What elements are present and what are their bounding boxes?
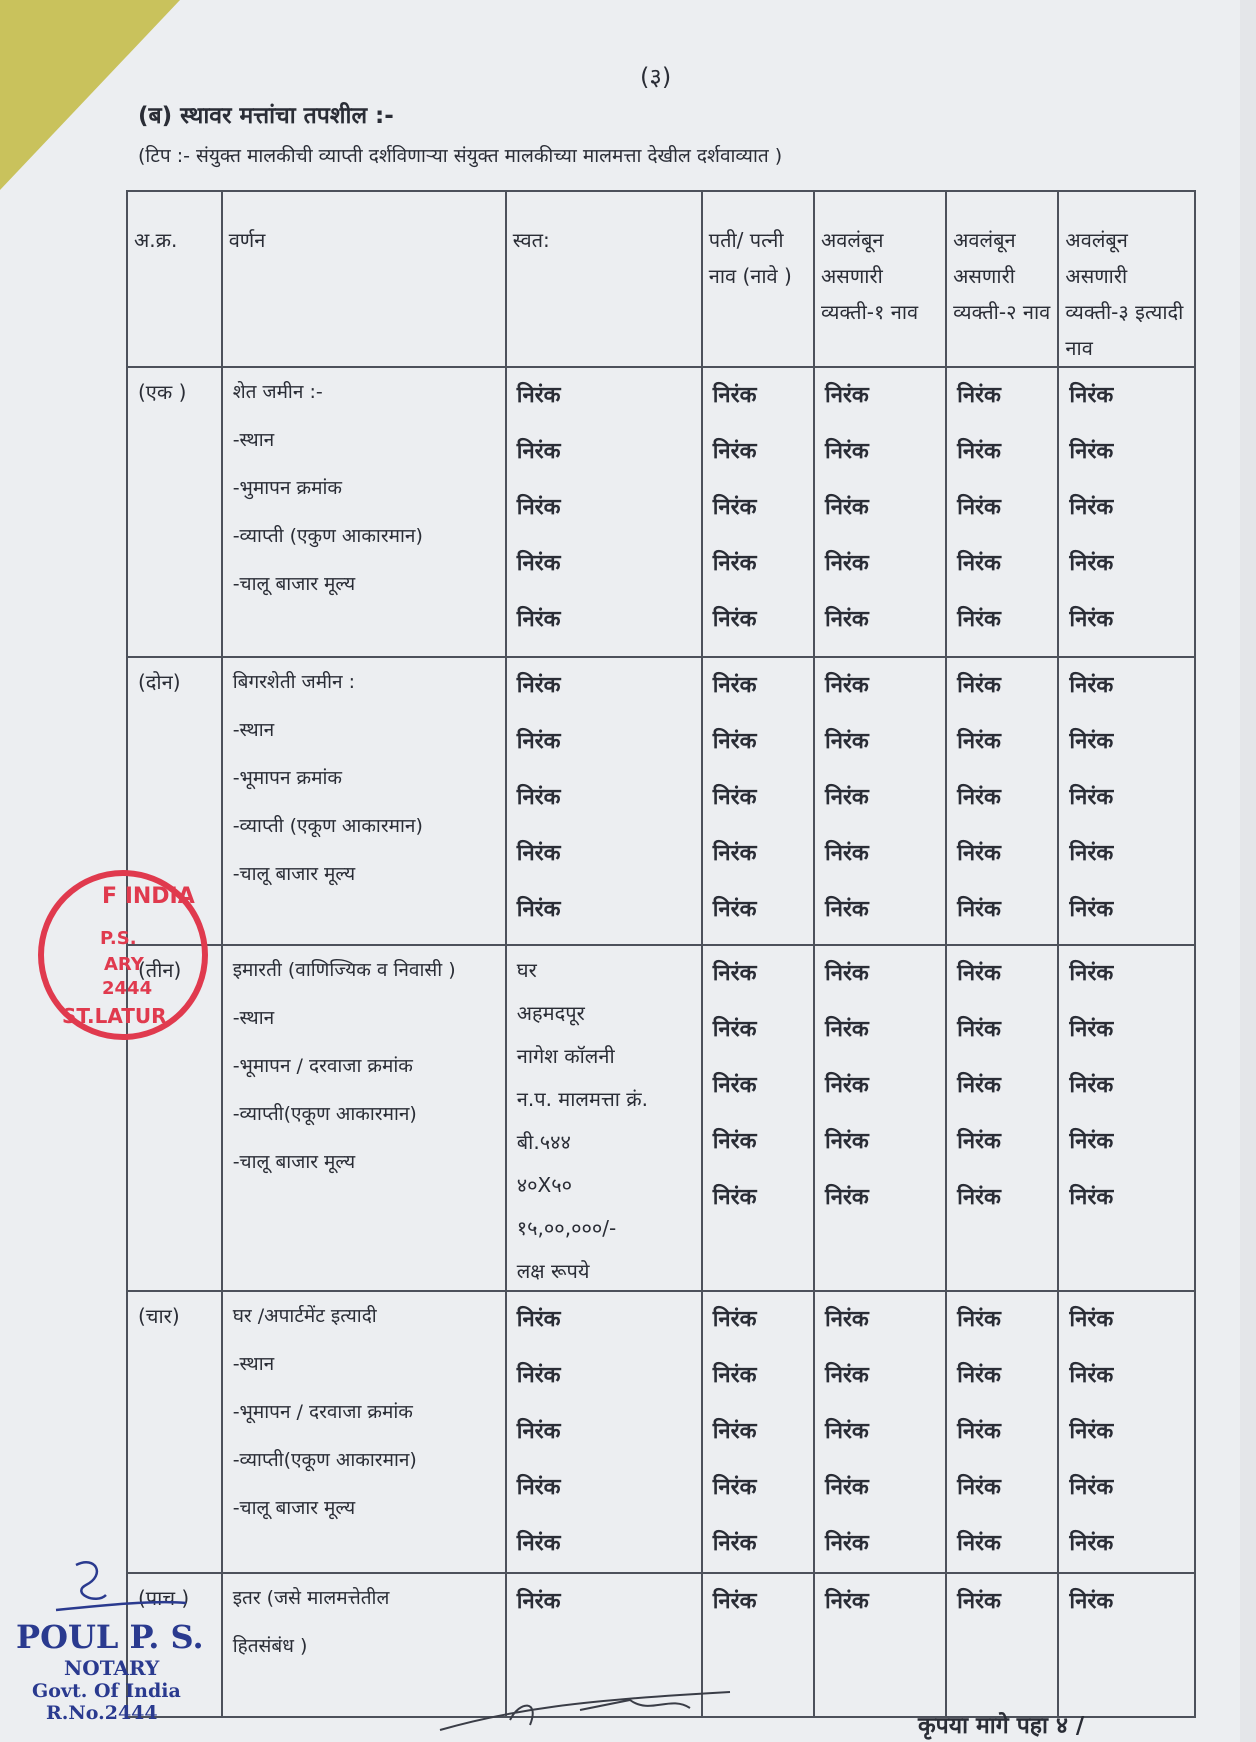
value-line: निरंक: [1069, 729, 1114, 754]
immovable-assets-table: [126, 190, 1196, 1718]
value-line: निरंक: [1069, 1589, 1114, 1614]
value-line: निरंक: [712, 897, 757, 922]
table-row: [127, 945, 1195, 1291]
value-line: निरंक: [712, 785, 757, 810]
value-line: निरंक: [825, 841, 869, 866]
self-cell: [506, 945, 702, 1291]
value-line: निरंक: [1069, 383, 1114, 408]
spouse-cell: [702, 945, 814, 1291]
value-line: निरंक: [712, 673, 757, 698]
header-dependent-3: अवलंबून असणारी व्यक्ती-३ इत्यादी नाव: [1058, 191, 1195, 367]
dep3-cell: [1058, 657, 1195, 945]
value-line: निरंक: [516, 551, 561, 576]
description-cell: [222, 367, 506, 657]
header-serial: अ.क्र.: [127, 191, 222, 367]
value-line: निरंक: [516, 841, 561, 866]
address-line: ४०X५०: [516, 1173, 573, 1197]
value-line: निरंक: [957, 673, 1001, 698]
description-line: -व्याप्ती(एकूण आकारमान): [232, 1103, 417, 1125]
address-line: नागेश कॉलनी: [516, 1044, 615, 1068]
value-line: निरंक: [1069, 1073, 1114, 1098]
value-line: निरंक: [516, 897, 561, 922]
value-line: निरंक: [957, 495, 1001, 520]
value-line: निरंक: [825, 1475, 869, 1500]
value-line: निरंक: [825, 785, 869, 810]
value-line: निरंक: [825, 1129, 869, 1154]
value-line: निरंक: [1069, 495, 1114, 520]
value-line: निरंक: [957, 841, 1001, 866]
spouse-cell: [702, 367, 814, 657]
value-line: निरंक: [516, 1531, 561, 1556]
value-line: निरंक: [1069, 1419, 1114, 1444]
dep1-cell: [814, 945, 946, 1291]
value-line: निरंक: [516, 383, 561, 408]
serial-cell: (दोन): [127, 657, 222, 945]
value-line: निरंक: [712, 495, 757, 520]
value-line: निरंक: [1069, 897, 1114, 922]
description-line: शेत जमीन :-: [232, 381, 323, 403]
description-line: -स्थान: [232, 429, 275, 451]
value-line: निरंक: [957, 785, 1001, 810]
value-line: निरंक: [516, 1475, 561, 1500]
value-line: निरंक: [712, 729, 757, 754]
footer-see-overleaf: कृपया मागे पहा ४ /: [918, 1713, 1085, 1739]
value-line: निरंक: [712, 439, 757, 464]
description-line: इमारती (वाणिज्यिक व निवासी ): [232, 959, 456, 981]
value-line: निरंक: [1069, 673, 1114, 698]
value-line: निरंक: [712, 841, 757, 866]
signature: [46, 1555, 196, 1625]
value-line: निरंक: [712, 961, 757, 986]
header-description: वर्णन: [222, 191, 506, 367]
header-self: स्वत:: [506, 191, 702, 367]
value-line: निरंक: [825, 1017, 869, 1042]
value-line: निरंक: [957, 551, 1001, 576]
value-line: निरंक: [1069, 841, 1114, 866]
value-line: निरंक: [957, 383, 1001, 408]
value-line: निरंक: [712, 1017, 757, 1042]
dep2-cell: [946, 367, 1058, 657]
description-line: -चालू बाजार मूल्य: [232, 573, 356, 595]
value-line: निरंक: [516, 729, 561, 754]
description-line: -भूमापन / दरवाजा क्रमांक: [232, 1401, 413, 1423]
value-line: निरंक: [957, 729, 1001, 754]
value-line: निरंक: [516, 673, 561, 698]
description-line: -स्थान: [232, 1353, 275, 1375]
table-row: [127, 657, 1195, 945]
value-line: निरंक: [957, 1531, 1001, 1556]
value-line: निरंक: [825, 551, 869, 576]
value-line: निरंक: [825, 1419, 869, 1444]
description-line: हितसंबंध ): [232, 1635, 308, 1657]
table-header-row: [127, 191, 1195, 367]
dep3-cell: [1058, 367, 1195, 657]
value-line: निरंक: [825, 1531, 869, 1556]
value-line: निरंक: [712, 551, 757, 576]
dep2-cell: [946, 945, 1058, 1291]
dep1-cell: [814, 1291, 946, 1573]
value-line: निरंक: [1069, 1363, 1114, 1388]
notary-stamp: POUL P. S. NOTARY Govt. Of India R.No.2444: [16, 1618, 204, 1724]
dep3-cell: [1058, 1291, 1195, 1573]
page-number: (३): [640, 63, 672, 91]
value-line: निरंक: [957, 1185, 1001, 1210]
value-line: निरंक: [712, 1307, 757, 1332]
value-line: निरंक: [712, 1419, 757, 1444]
address-line: घर: [516, 958, 537, 982]
dep1-cell: [814, 657, 946, 945]
value-line: निरंक: [516, 1307, 561, 1332]
value-line: निरंक: [957, 1129, 1001, 1154]
serial-cell: (चार): [127, 1291, 222, 1573]
value-line: निरंक: [825, 1073, 869, 1098]
value-line: निरंक: [1069, 551, 1114, 576]
description-cell: [222, 657, 506, 945]
value-line: निरंक: [712, 1185, 757, 1210]
value-line: निरंक: [825, 607, 869, 632]
value-line: निरंक: [825, 1307, 869, 1332]
description-line: बिगरशेती जमीन :: [232, 671, 356, 693]
dep3-cell: [1058, 945, 1195, 1291]
description-cell: [222, 1291, 506, 1573]
value-line: निरंक: [516, 1363, 561, 1388]
header-dependent-2: अवलंबून असणारी व्यक्ती-२ नाव: [946, 191, 1058, 367]
value-line: निरंक: [825, 729, 869, 754]
description-line: -स्थान: [232, 1007, 275, 1029]
description-line: इतर (जसे मालमत्तेतील: [232, 1587, 390, 1609]
value-line: निरंक: [825, 897, 869, 922]
signature-bottom: [430, 1680, 760, 1740]
spouse-cell: [702, 657, 814, 945]
value-line: निरंक: [712, 1129, 757, 1154]
description-line: -चालू बाजार मूल्य: [232, 863, 356, 885]
value-line: निरंक: [1069, 607, 1114, 632]
serial-cell: (तीन): [127, 945, 222, 1291]
value-line: निरंक: [1069, 1307, 1114, 1332]
description-line: -चालू बाजार मूल्य: [232, 1151, 356, 1173]
value-line: निरंक: [712, 1363, 757, 1388]
description-line: -चालू बाजार मूल्य: [232, 1497, 356, 1519]
value-line: निरंक: [957, 1363, 1001, 1388]
value-line: निरंक: [825, 1589, 869, 1614]
description-line: -भूमापन क्रमांक: [232, 767, 343, 789]
value-line: निरंक: [1069, 1531, 1114, 1556]
address-line: लक्ष रूपये: [516, 1259, 590, 1283]
value-line: निरंक: [712, 1589, 757, 1614]
self-cell: [506, 657, 702, 945]
value-line: निरंक: [712, 1531, 757, 1556]
value-line: निरंक: [516, 785, 561, 810]
description-line: -व्याप्ती(एकूण आकारमान): [232, 1449, 417, 1471]
value-line: निरंक: [957, 897, 1001, 922]
table-row: [127, 367, 1195, 657]
value-line: निरंक: [516, 607, 561, 632]
value-line: निरंक: [516, 1589, 561, 1614]
value-line: निरंक: [712, 1475, 757, 1500]
value-line: निरंक: [1069, 1129, 1114, 1154]
value-line: निरंक: [1069, 785, 1114, 810]
description-line: -व्याप्ती (एकुण आकारमान): [232, 525, 423, 547]
dep2-cell: [946, 1573, 1058, 1717]
description-line: -व्याप्ती (एकूण आकारमान): [232, 815, 423, 837]
section-note: (टिप :- संयुक्त मालकीची व्याप्ती दर्शविणाऱ्या संयुक्त मालकीच्या मालमत्ता देखील दर्शवाव्यात ): [138, 145, 783, 167]
dep2-cell: [946, 1291, 1058, 1573]
value-line: निरंक: [825, 1185, 869, 1210]
value-line: निरंक: [1069, 961, 1114, 986]
serial-cell: (एक ): [127, 367, 222, 657]
header-dependent-1: अवलंबून असणारी व्यक्ती-१ नाव: [814, 191, 946, 367]
self-cell: [506, 367, 702, 657]
dep1-cell: [814, 1573, 946, 1717]
value-line: निरंक: [712, 1073, 757, 1098]
description-cell: [222, 945, 506, 1291]
value-line: निरंक: [957, 607, 1001, 632]
dep2-cell: [946, 657, 1058, 945]
value-line: निरंक: [825, 439, 869, 464]
table-row: [127, 1291, 1195, 1573]
value-line: निरंक: [957, 1419, 1001, 1444]
value-line: निरंक: [957, 1073, 1001, 1098]
value-line: निरंक: [1069, 439, 1114, 464]
section-heading: (ब) स्थावर मत्तांचा तपशील :-: [138, 103, 394, 129]
description-line: -भूमापन / दरवाजा क्रमांक: [232, 1055, 413, 1077]
self-cell: [506, 1291, 702, 1573]
value-line: निरंक: [1069, 1475, 1114, 1500]
description-line: -भुमापन क्रमांक: [232, 477, 343, 499]
value-line: निरंक: [957, 1307, 1001, 1332]
value-line: निरंक: [1069, 1017, 1114, 1042]
value-line: निरंक: [957, 439, 1001, 464]
address-line: १५,००,०००/-: [516, 1216, 617, 1240]
value-line: निरंक: [957, 1017, 1001, 1042]
value-line: निरंक: [825, 383, 869, 408]
value-line: निरंक: [825, 495, 869, 520]
value-line: निरंक: [712, 383, 757, 408]
address-line: अहमदपूर: [516, 1001, 585, 1025]
value-line: निरंक: [957, 1589, 1001, 1614]
value-line: निरंक: [825, 961, 869, 986]
notary-seal: F INDIA P.S. ARY 2444 ST.LATUR: [38, 870, 208, 1040]
description-line: -स्थान: [232, 719, 275, 741]
value-line: निरंक: [516, 1419, 561, 1444]
dep3-cell: [1058, 1573, 1195, 1717]
address-line: बी.५४४: [516, 1130, 571, 1154]
value-line: निरंक: [957, 961, 1001, 986]
spouse-cell: [702, 1291, 814, 1573]
dep1-cell: [814, 367, 946, 657]
value-line: निरंक: [712, 607, 757, 632]
value-line: निरंक: [825, 673, 869, 698]
serial-cell: (पाच ): [127, 1573, 222, 1717]
value-line: निरंक: [825, 1363, 869, 1388]
value-line: निरंक: [957, 1475, 1001, 1500]
value-line: निरंक: [516, 495, 561, 520]
description-line: घर /अपार्टमेंट इत्यादी: [232, 1305, 377, 1327]
value-line: निरंक: [1069, 1185, 1114, 1210]
value-line: निरंक: [516, 439, 561, 464]
address-line: न.प. मालमत्ता क्रं.: [516, 1087, 649, 1111]
header-spouse: पती/ पत्नी नाव (नावे ): [702, 191, 814, 367]
